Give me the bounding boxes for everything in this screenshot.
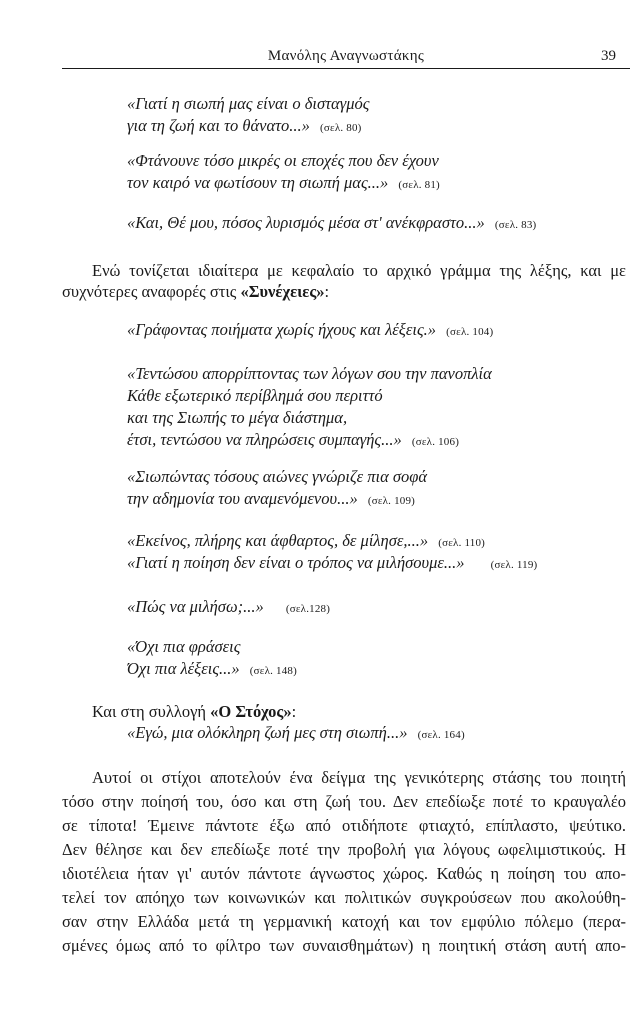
quote-text: για τη ζωή και το θάνατο...»	[127, 116, 310, 135]
paragraph-text: :	[324, 282, 330, 301]
quote-line	[127, 116, 362, 138]
quote-text: την αδημονία του αναμενόμενου...»	[127, 489, 358, 508]
paragraph-text: σαν στην Ελλάδα μετά τη γερμανική κατοχή και τον εμφύλιο πόλεμο (περα-	[62, 912, 626, 931]
quote-line	[127, 637, 240, 657]
paragraph-line	[62, 936, 626, 956]
page-reference: (σελ. 119)	[490, 559, 538, 571]
quote-line	[127, 151, 439, 171]
quote-line	[127, 489, 415, 511]
page-reference: (σελ. 164)	[417, 729, 465, 741]
page-reference: (σελ. 83)	[494, 219, 537, 231]
paragraph-line	[92, 261, 626, 281]
quote-line	[127, 94, 369, 114]
quote-line	[127, 386, 383, 406]
quote-text: «Όχι πια φράσεις	[127, 637, 241, 656]
quote-text: «Σιωπώντας τόσους αιώνες γνώριζε πια σοφά	[127, 467, 428, 486]
quote-text: Όχι πια λέξεις...»	[127, 659, 240, 678]
quote-text: Κάθε εξωτερικό περίβλημά σου περιττό	[127, 386, 383, 405]
paragraph-line	[92, 768, 626, 788]
paragraph-line	[62, 912, 626, 932]
section-title-synecheies: «Συνέχειες»	[240, 282, 325, 301]
paragraph-text: Αυτοί οι στίχοι αποτελούν ένα δείγμα της γενικότερης στάσης του ποιητή	[92, 768, 626, 787]
paragraph-text: τόσο στην ποίησή του, όσο και στη ζωή του. Δεν επεδίωξε ποτέ το κραυγαλέο	[62, 792, 626, 811]
paragraph-text: συχνότερες αναφορές στις	[62, 282, 241, 301]
quote-text: «Γράφοντας ποιήματα χωρίς ήχους και λέξεις.»	[127, 320, 437, 339]
page-reference: (σελ. 148)	[249, 665, 297, 677]
quote-line	[127, 467, 427, 487]
paragraph-line	[62, 816, 626, 836]
paragraph-text: Δεν θέλησε και δεν επεδίωξε ποτέ την προβολή για λόγους ωφελιμιστικούς. Η	[62, 840, 626, 859]
quote-text: «Γιατί η ποίηση δεν είναι ο τρόπος να μιλήσουμε...»	[127, 553, 465, 572]
page-number: 39	[601, 48, 616, 64]
paragraph-text: Ενώ τονίζεται ιδιαίτερα με κεφαλαίο το αρχικό γράμμα της λέξης, και με	[92, 261, 626, 280]
paragraph-text: τελεί τον απόηχο των κοινωνικών και πολιτικών συγκρούσεων που ακολούθη-	[62, 888, 626, 907]
quote-line	[127, 213, 536, 235]
quote-line	[127, 597, 330, 619]
paragraph-line	[62, 840, 626, 860]
paragraph-line	[62, 792, 626, 812]
quote-line	[127, 364, 492, 384]
paragraph-line	[92, 702, 296, 722]
running-header	[62, 48, 630, 69]
paragraph-text: σμένες όμως από το φίλτρο των συναισθημάτων) η ποιητική στάση αυτή απο-	[62, 936, 626, 955]
quote-text: έτσι, τεντώσου να πληρώσεις συμπαγής...»	[127, 430, 402, 449]
paragraph-text: σε τίποτα! Έμεινε πάντοτε έξω από οτιδήποτε φτιαχτό, επίπλαστο, ψεύτικο.	[62, 816, 626, 835]
quote-text: «Εκείνος, πλήρης και άφθαρτος, δε μίλησε,...»	[127, 531, 429, 550]
quote-line	[127, 553, 537, 575]
header-author-title: Μανόλης Αναγνωστάκης	[267, 48, 425, 64]
quote-line	[127, 659, 297, 681]
page-reference: (σελ. 104)	[446, 326, 494, 338]
quote-line	[127, 430, 459, 452]
quote-text: «Πώς να μιλήσω;...»	[127, 597, 264, 616]
page-reference: (σελ. 106)	[411, 436, 460, 448]
quote-text: «Και, Θέ μου, πόσος λυρισμός μέσα στ' ανέκφραστο...»	[127, 213, 485, 232]
quote-text: «Γιατί η σιωπή μας είναι ο δισταγμός	[127, 94, 370, 113]
paragraph-text: ιδιοτέλεια ήταν γι' αυτόν πάντοτε άγνωστος χώρος. Καθώς η ποίηση του απο-	[62, 864, 626, 883]
quote-line	[127, 531, 485, 553]
quote-text: και της Σιωπής το μέγα διάστημα,	[127, 408, 348, 427]
quote-line	[127, 173, 440, 195]
paragraph-text: Και στη συλλογή	[92, 702, 211, 721]
page-reference: (σελ. 81)	[398, 179, 440, 191]
quote-text: «Φτάνουνε τόσο μικρές οι εποχές που δεν έχουν	[127, 151, 439, 170]
quote-text: «Τεντώσου απορρίπτοντας των λόγων σου την πανοπλία	[127, 364, 492, 383]
paragraph-line	[62, 864, 626, 884]
quote-line	[127, 320, 493, 342]
paragraph-line	[62, 888, 626, 908]
quote-line	[127, 408, 347, 428]
paragraph-line	[62, 282, 329, 302]
page-reference: (σελ. 80)	[320, 122, 362, 134]
section-title-stochos: «Ο Στόχος»	[210, 702, 292, 721]
paragraph-text: :	[291, 702, 297, 721]
quote-text: τον καιρό να φωτίσουν τη σιωπή μας...»	[127, 173, 389, 192]
page-reference: (σελ. 109)	[367, 495, 416, 507]
page-reference: (σελ.128)	[285, 603, 331, 615]
page-reference: (σελ. 110)	[438, 537, 486, 549]
quote-text: «Εγώ, μια ολόκληρη ζωή μες στη σιωπή...»	[127, 723, 408, 742]
quote-line	[127, 723, 465, 745]
